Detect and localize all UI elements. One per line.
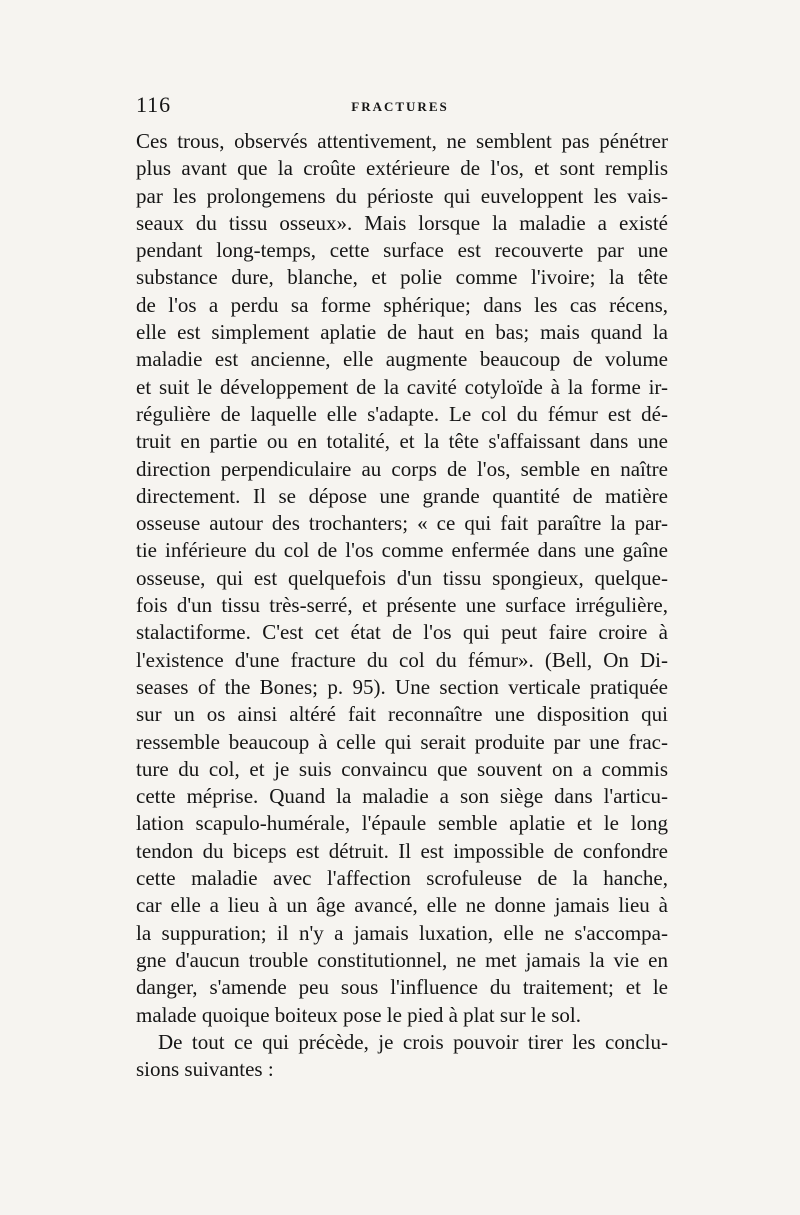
text-line: truit en partie ou en totalité, et la tête s'affaissant dans une [136, 429, 668, 454]
text-line: sur un os ainsi altéré fait reconnaître une disposition qui [136, 702, 668, 727]
text-line: lation scapulo-humérale, l'épaule semble aplatie et le long [136, 811, 668, 836]
body-text [136, 128, 668, 1083]
text-line: Ces trous, observés attentivement, ne semblent pas pénétrer [136, 129, 668, 153]
text-line: De tout ce qui précède, je crois pouvoir tirer les conclu- [158, 1029, 668, 1054]
text-line: car elle a lieu à un âge avancé, elle ne donne jamais lieu à [136, 893, 668, 918]
text-line: direction perpendiculaire au corps de l'os, semble en naître [136, 456, 668, 481]
text-line: osseuse autour des trochanters; « ce qui fait paraître la par- [136, 511, 668, 536]
text-line: l'existence d'une fracture du col du fémur». (Bell, On Di- [136, 647, 668, 672]
text-line: tendon du biceps est détruit. Il est impossible de confondre [136, 838, 668, 863]
text-line: par les prolongemens du périoste qui euveloppent les vais- [136, 183, 668, 208]
text-line: gne d'aucun trouble constitutionnel, ne met jamais la vie en [136, 947, 668, 972]
text-line: cette maladie avec l'affection scrofuleuse de la hanche, [136, 866, 668, 891]
text-line: tie inférieure du col de l'os comme enfermée dans une gaîne [136, 538, 668, 563]
text-line: osseuse, qui est quelquefois d'un tissu spongieux, quelque- [136, 565, 668, 590]
text-line: cette méprise. Quand la maladie a son siège dans l'articu- [136, 784, 668, 809]
text-line: ture du col, et je suis convaincu que souvent on a commis [136, 756, 668, 781]
text-line: danger, s'amende peu sous l'influence du traitement; et le [136, 975, 668, 1000]
text-line: régulière de laquelle elle s'adapte. Le col du fémur est dé- [136, 401, 668, 426]
text-line: seases of the Bones; p. 95). Une section verticale pratiquée [136, 674, 668, 699]
text-line: plus avant que la croûte extérieure de l'os, et sont remplis [136, 156, 668, 181]
text-line: pendant long-temps, cette surface est recouverte par une [136, 238, 668, 263]
text-line: directement. Il se dépose une grande quantité de matière [136, 483, 668, 508]
text-line: substance dure, blanche, et polie comme l'ivoire; la tête [136, 265, 668, 290]
running-head: FRACTURES [351, 99, 449, 114]
text-line: seaux du tissu osseux». Mais lorsque la maladie a existé [136, 210, 668, 235]
text-line: malade quoique boiteux pose le pied à plat sur le sol. [136, 1002, 581, 1027]
page-number: 116 [136, 92, 172, 117]
text-line: elle est simplement aplatie de haut en bas; mais quand la [136, 320, 668, 345]
text-line: de l'os a perdu sa forme sphérique; dans les cas récens, [136, 292, 668, 317]
text-line: stalactiforme. C'est cet état de l'os qui peut faire croire à [136, 620, 668, 645]
text-line: la suppuration; il n'y a jamais luxation, elle ne s'accompa- [136, 920, 668, 945]
text-line: sions suivantes : [136, 1057, 274, 1082]
text-line: fois d'un tissu très-serré, et présente une surface irrégulière, [136, 593, 668, 618]
text-line: ressemble beaucoup à celle qui serait produite par une frac- [136, 729, 668, 754]
text-line: maladie est ancienne, elle augmente beaucoup de volume [136, 347, 668, 372]
text-line: et suit le développement de la cavité cotyloïde à la forme ir- [136, 374, 668, 399]
